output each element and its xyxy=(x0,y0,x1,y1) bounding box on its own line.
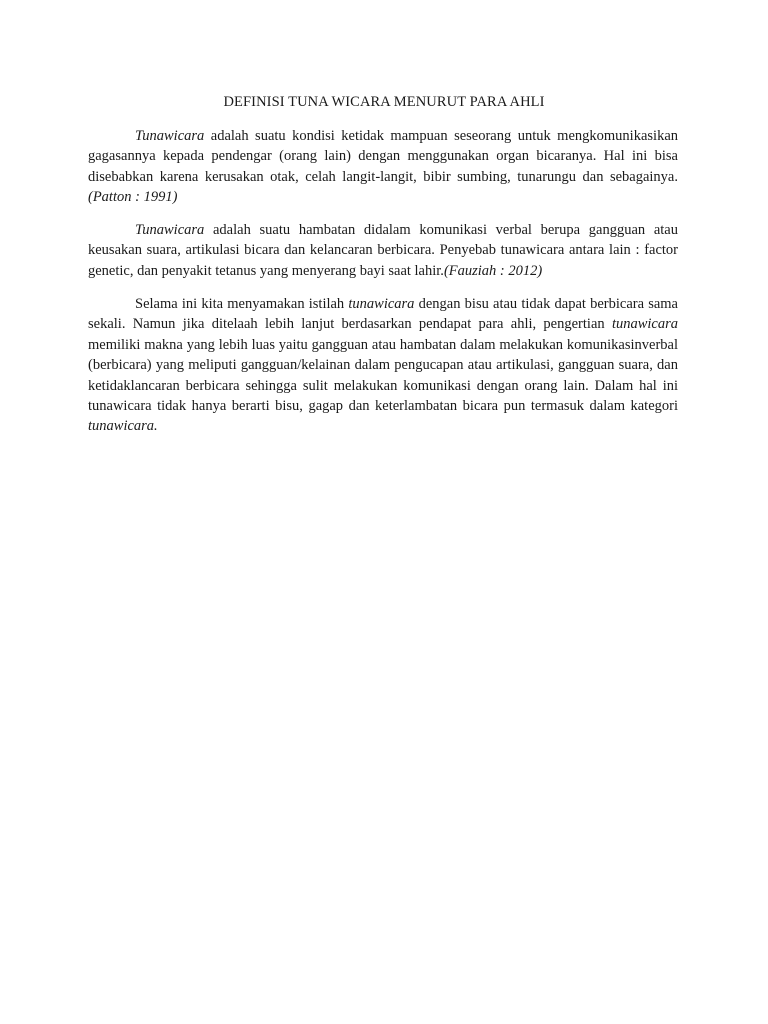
paragraph-1-body: adalah suatu kondisi ketidak mampuan seseorang untuk mengkomunikasikan gagasannya kepada pendengar (orang lain) dengan menggunakan organ bicaranya. Hal ini bisa disebabkan karena kerusakan otak, celah langit-langit, bibir sumbing, tunarungu dan sebagainya. xyxy=(88,128,678,185)
paragraph-3-term-a: tunawicara xyxy=(348,296,415,312)
paragraph-3-term-c: tunawicara. xyxy=(88,418,158,435)
document-title: DEFINISI TUNA WICARA MENURUT PARA AHLI xyxy=(223,94,545,110)
paragraph-1-term: Tunawicara xyxy=(135,128,205,144)
paragraph-3-term-b: tunawicara xyxy=(611,316,678,333)
paragraph-3 xyxy=(88,294,678,437)
paragraph-2-term: Tunawicara xyxy=(135,222,205,238)
paragraph-2-body: adalah suatu hambatan didalam komunikasi verbal berupa gangguan atau keusakan suara, artikulasi bicara dan kelancaran berbicara. Penyebab tunawicara antara lain : factor genetic, dan penyakit tetanus yang menyerang bayi saat lahir. xyxy=(88,222,678,279)
paragraph-2-citation: (Fauziah : 2012) xyxy=(443,262,543,279)
paragraph-3-text-a: Selama ini kita menyamakan istilah xyxy=(135,296,349,312)
paragraph-1 xyxy=(88,126,678,208)
paragraph-3-text-b: dengan bisu atau tidak dapat berbicara sama sekali. Namun jika ditelaah lebih lanjut berdasarkan pendapat para ahli, pengertian xyxy=(88,296,678,333)
paragraph-1-citation: (Patton : 1991) xyxy=(88,189,178,206)
paragraph-3-text-c: memiliki makna yang lebih luas yaitu gangguan atau hambatan dalam melakukan komunikasinverbal (berbicara) yang meliputi gangguan/kelainan dalam pengucapan atau artikulasi, gangguan suara, dan ketidaklancaran berbicara sehingga sulit melakukan komunikasi dengan orang lain. Dalam hal ini tunawicara tidak hanya berarti bisu, gagap dan keterlambatan bicara pun termasuk dalam kategori xyxy=(88,336,678,415)
paragraph-2 xyxy=(88,220,678,281)
